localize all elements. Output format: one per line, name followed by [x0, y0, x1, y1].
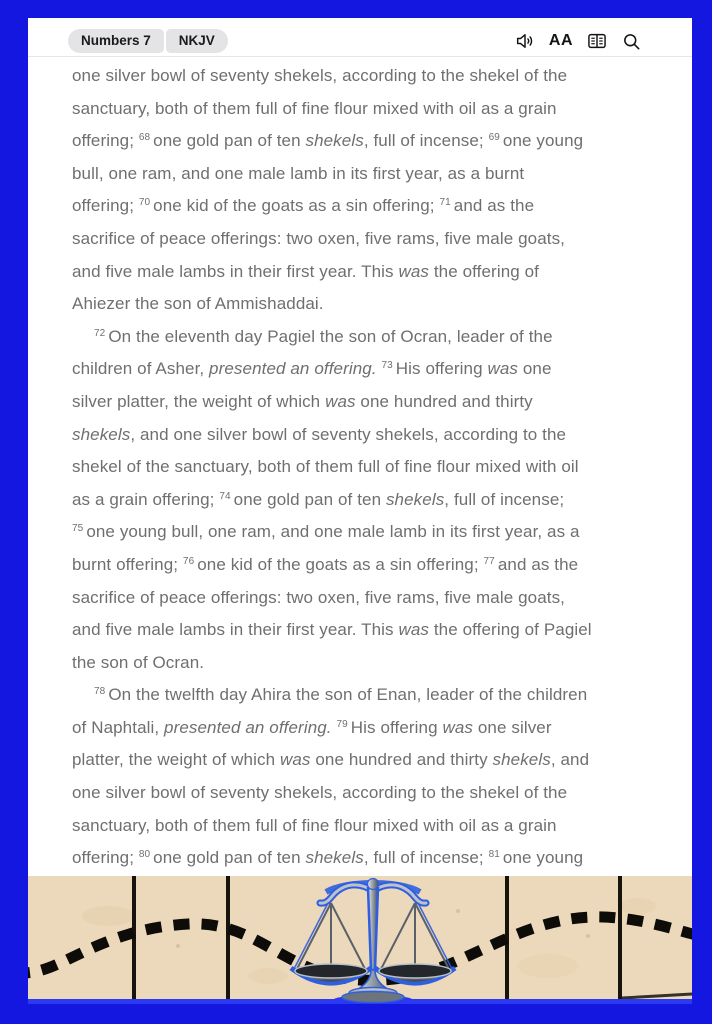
bottom-banner[interactable] [28, 876, 692, 1004]
passage-line[interactable] [72, 712, 656, 745]
passage-line[interactable] [72, 647, 656, 680]
passage-line[interactable] [72, 810, 656, 843]
verse-number: 69 [488, 132, 500, 144]
verse-text: presented an offering. [209, 359, 377, 379]
passage-line[interactable] [72, 842, 656, 875]
verse-text: , and one silver bowl of seventy shekels, according to the [130, 424, 567, 444]
verse-text: shekels [72, 424, 131, 444]
passage-line[interactable] [72, 321, 656, 354]
verse-text: was [442, 717, 474, 737]
passage-line[interactable] [72, 516, 656, 549]
verse-text: , full of incense; [444, 489, 565, 509]
bible-app-window [28, 18, 692, 1004]
verse-number: 72 [94, 327, 106, 339]
verse-text: was [325, 391, 356, 411]
verse-text: one kid of the goats as a sin offering; [197, 554, 484, 574]
verse-text: one silver bowl of seventy shekels, according to the shekel of the [72, 66, 568, 85]
verse-text: shekels [385, 489, 445, 509]
verse-text: as a grain offering; [72, 489, 220, 509]
verse-text: was [398, 261, 430, 281]
passage-line[interactable] [72, 60, 656, 93]
passage-line[interactable] [72, 158, 656, 191]
verse-text: and as the [453, 196, 535, 216]
verse-text: , full of incense; [363, 131, 489, 151]
passage-line[interactable] [72, 353, 656, 386]
verse-text: one silver bowl of seventy shekels, according to the shekel of the [72, 783, 568, 803]
verse-text: the offering of Pagiel [429, 620, 592, 640]
verse-text: one silver [473, 717, 552, 737]
verse-text: burnt offering; [72, 554, 183, 574]
verse-text: one gold pan of ten [153, 848, 306, 868]
verse-text: sanctuary, both of them full of fine flour mixed with oil as a grain [72, 815, 557, 835]
verse-text: shekels [305, 848, 364, 868]
verse-number: 79 [336, 718, 348, 730]
passage-line[interactable] [72, 93, 656, 126]
verse-text: , and [550, 750, 590, 770]
verse-text: the son of Ocran. [72, 652, 205, 672]
font-settings-icon[interactable]: AA [548, 32, 573, 49]
verse-text: platter, the weight of which [72, 750, 280, 770]
verse-text: offering; [72, 848, 139, 868]
passage-line[interactable] [72, 484, 656, 517]
verse-text: children of Asher, [72, 359, 210, 379]
verse-text: one hundred and thirty [310, 750, 493, 770]
verse-text: sacrifice of peace offerings: two oxen, five rams, five male goats, [72, 228, 566, 248]
verse-number: 81 [488, 849, 500, 861]
verse-text: and five male lambs in their first year. This [72, 620, 399, 640]
toolbar-icons [514, 30, 642, 52]
reader-toolbar [28, 18, 692, 57]
passage-line[interactable] [72, 679, 656, 712]
verse-text: was [279, 750, 311, 770]
passage-line[interactable] [72, 386, 656, 419]
verse-number: 76 [182, 555, 195, 567]
verse-text: one gold pan of ten [153, 131, 306, 151]
verse-text: presented an offering. [164, 717, 332, 737]
verse-text: On the eleventh day Pagiel the son of Ocran, leader of the [108, 326, 553, 346]
verse-text: of Naphtali, [72, 717, 165, 737]
verse-text: silver platter, the weight of which [72, 391, 326, 411]
banner-art [28, 876, 692, 1004]
passage-line[interactable] [72, 549, 656, 582]
passage-line[interactable] [72, 256, 656, 289]
verse-text: one young [502, 848, 584, 868]
passage-line[interactable] [72, 288, 656, 321]
passage-line[interactable] [72, 125, 656, 158]
verse-text: Ahiezer the son of Ammishaddai. [72, 294, 324, 314]
verse-number: 70 [138, 197, 151, 209]
chapter-selector-button[interactable]: Numbers 7 [68, 29, 164, 53]
audio-icon[interactable] [514, 30, 536, 52]
verse-text: , full of incense; [363, 848, 489, 868]
verse-text: shekel of the sanctuary, both of them full of fine flour mixed with oil [72, 457, 579, 477]
verse-text: the offering of [429, 261, 540, 281]
passage-line[interactable] [72, 451, 656, 484]
version-selector-button[interactable]: NKJV [166, 29, 228, 53]
verse-text: sanctuary, both of them full of fine flour mixed with oil as a grain [72, 98, 557, 118]
verse-text: one kid of the goats as a sin offering; [153, 196, 440, 216]
passage-line[interactable] [72, 614, 656, 647]
chapter-version-selector [68, 29, 228, 53]
verse-text: one [518, 359, 552, 379]
verse-text: one hundred and thirty [355, 391, 533, 411]
passage-line[interactable] [72, 582, 656, 615]
passage-line[interactable] [72, 777, 656, 810]
verse-text: was [398, 620, 430, 640]
verse-text: bull, one ram, and one male lamb in its first year, as a burnt [72, 163, 525, 183]
verse-text: one young bull, one ram, and one male lamb in its first year, as a [86, 522, 580, 542]
passage-line[interactable] [72, 419, 656, 452]
verse-text: and as the [497, 554, 579, 574]
verse-text: shekels [492, 750, 551, 770]
verse-text: His offering [395, 359, 488, 379]
verse-text: and five male lambs in their first year. This [72, 261, 399, 281]
verse-text: shekels [305, 131, 364, 151]
verse-number: 77 [483, 555, 495, 567]
verse-number: 74 [219, 490, 231, 502]
verse-number: 71 [439, 197, 451, 209]
verse-text: one young [502, 131, 584, 151]
verse-number: 73 [381, 360, 393, 372]
verse-text: His offering [350, 717, 443, 737]
verse-text: was [487, 359, 519, 379]
passage-line[interactable] [72, 744, 656, 777]
verse-text: On the twelfth day Ahira the son of Enan, leader of the children [108, 685, 588, 705]
reader-icon[interactable] [586, 30, 608, 52]
verse-text: sacrifice of peace offerings: two oxen, five rams, five male goats, [72, 587, 566, 607]
passage[interactable] [28, 57, 692, 876]
search-icon[interactable] [621, 30, 642, 52]
verse-number: 68 [138, 132, 151, 144]
verse-number: 80 [138, 849, 151, 861]
verse-text: one gold pan of ten [233, 489, 386, 509]
passage-line[interactable] [72, 190, 656, 223]
verse-number: 75 [72, 523, 84, 535]
verse-number: 78 [94, 686, 106, 698]
verse-text: offering; [72, 131, 139, 151]
verse-text: offering; [72, 196, 139, 216]
passage-line[interactable] [72, 223, 656, 256]
